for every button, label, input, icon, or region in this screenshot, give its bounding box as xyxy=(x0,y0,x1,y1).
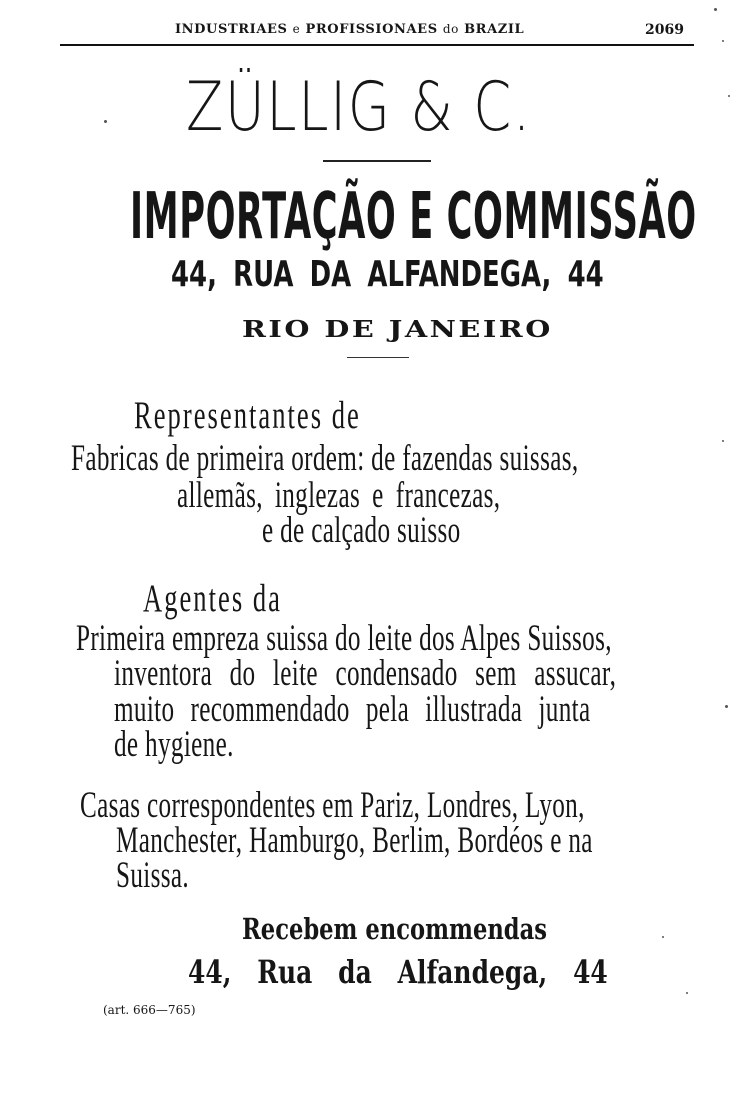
representatives-heading: Representantes de xyxy=(134,394,361,437)
scan-speck xyxy=(104,120,107,123)
firm-name: ZÜLLIG & C. xyxy=(186,68,532,147)
orders-line: Recebem encommendas xyxy=(242,912,547,946)
business-line: IMPORTAÇÃO E COMMISSÃO xyxy=(130,180,697,254)
running-title-word: BRAZIL xyxy=(464,22,525,37)
scan-speck xyxy=(714,8,717,11)
city-name: RIO DE JANEIRO xyxy=(242,316,553,343)
scan-speck xyxy=(728,95,730,97)
agents-line: de hygiene. xyxy=(114,724,234,765)
scan-speck xyxy=(722,440,724,442)
header-rule xyxy=(60,44,694,46)
running-title-word: PROFISSIONAES xyxy=(305,22,438,37)
agents-heading: Agentes da xyxy=(143,577,282,620)
running-title-word: do xyxy=(442,22,459,36)
footnote: (art. 666—765) xyxy=(103,1003,196,1017)
correspondents-line: Manchester, Hamburgo, Berlim, Bordéos e na xyxy=(116,820,593,861)
agents-line: muito recommendado pela illustrada junta xyxy=(114,689,591,730)
scan-speck xyxy=(686,992,688,994)
scan-speck xyxy=(725,705,728,708)
representatives-line: allemãs, inglezas e francezas, xyxy=(177,475,501,516)
agents-line: Primeira empreza suissa do leite dos Alpes Suissos, xyxy=(76,618,612,659)
address-top: 44, RUA DA ALFANDEGA, 44 xyxy=(171,254,604,295)
running-header xyxy=(175,22,524,37)
scan-speck xyxy=(722,40,724,42)
scan-speck xyxy=(662,936,664,938)
agents-line: inventora do leite condensado sem assucar, xyxy=(114,653,617,694)
correspondents-line: Suissa. xyxy=(116,855,189,896)
page-number: 2069 xyxy=(645,22,684,38)
divider-rule xyxy=(347,357,409,358)
running-title-word: e xyxy=(292,22,301,36)
address-bottom: 44, Rua da Alfandega, 44 xyxy=(188,953,608,991)
correspondents-line: Casas correspondentes em Pariz, Londres, Lyon, xyxy=(80,785,585,826)
representatives-line: Fabricas de primeira ordem: de fazendas suissas, xyxy=(71,438,579,479)
running-title-word: INDUSTRIAES xyxy=(175,22,288,37)
divider-rule xyxy=(323,160,431,162)
representatives-line: e de calçado suisso xyxy=(262,510,461,551)
